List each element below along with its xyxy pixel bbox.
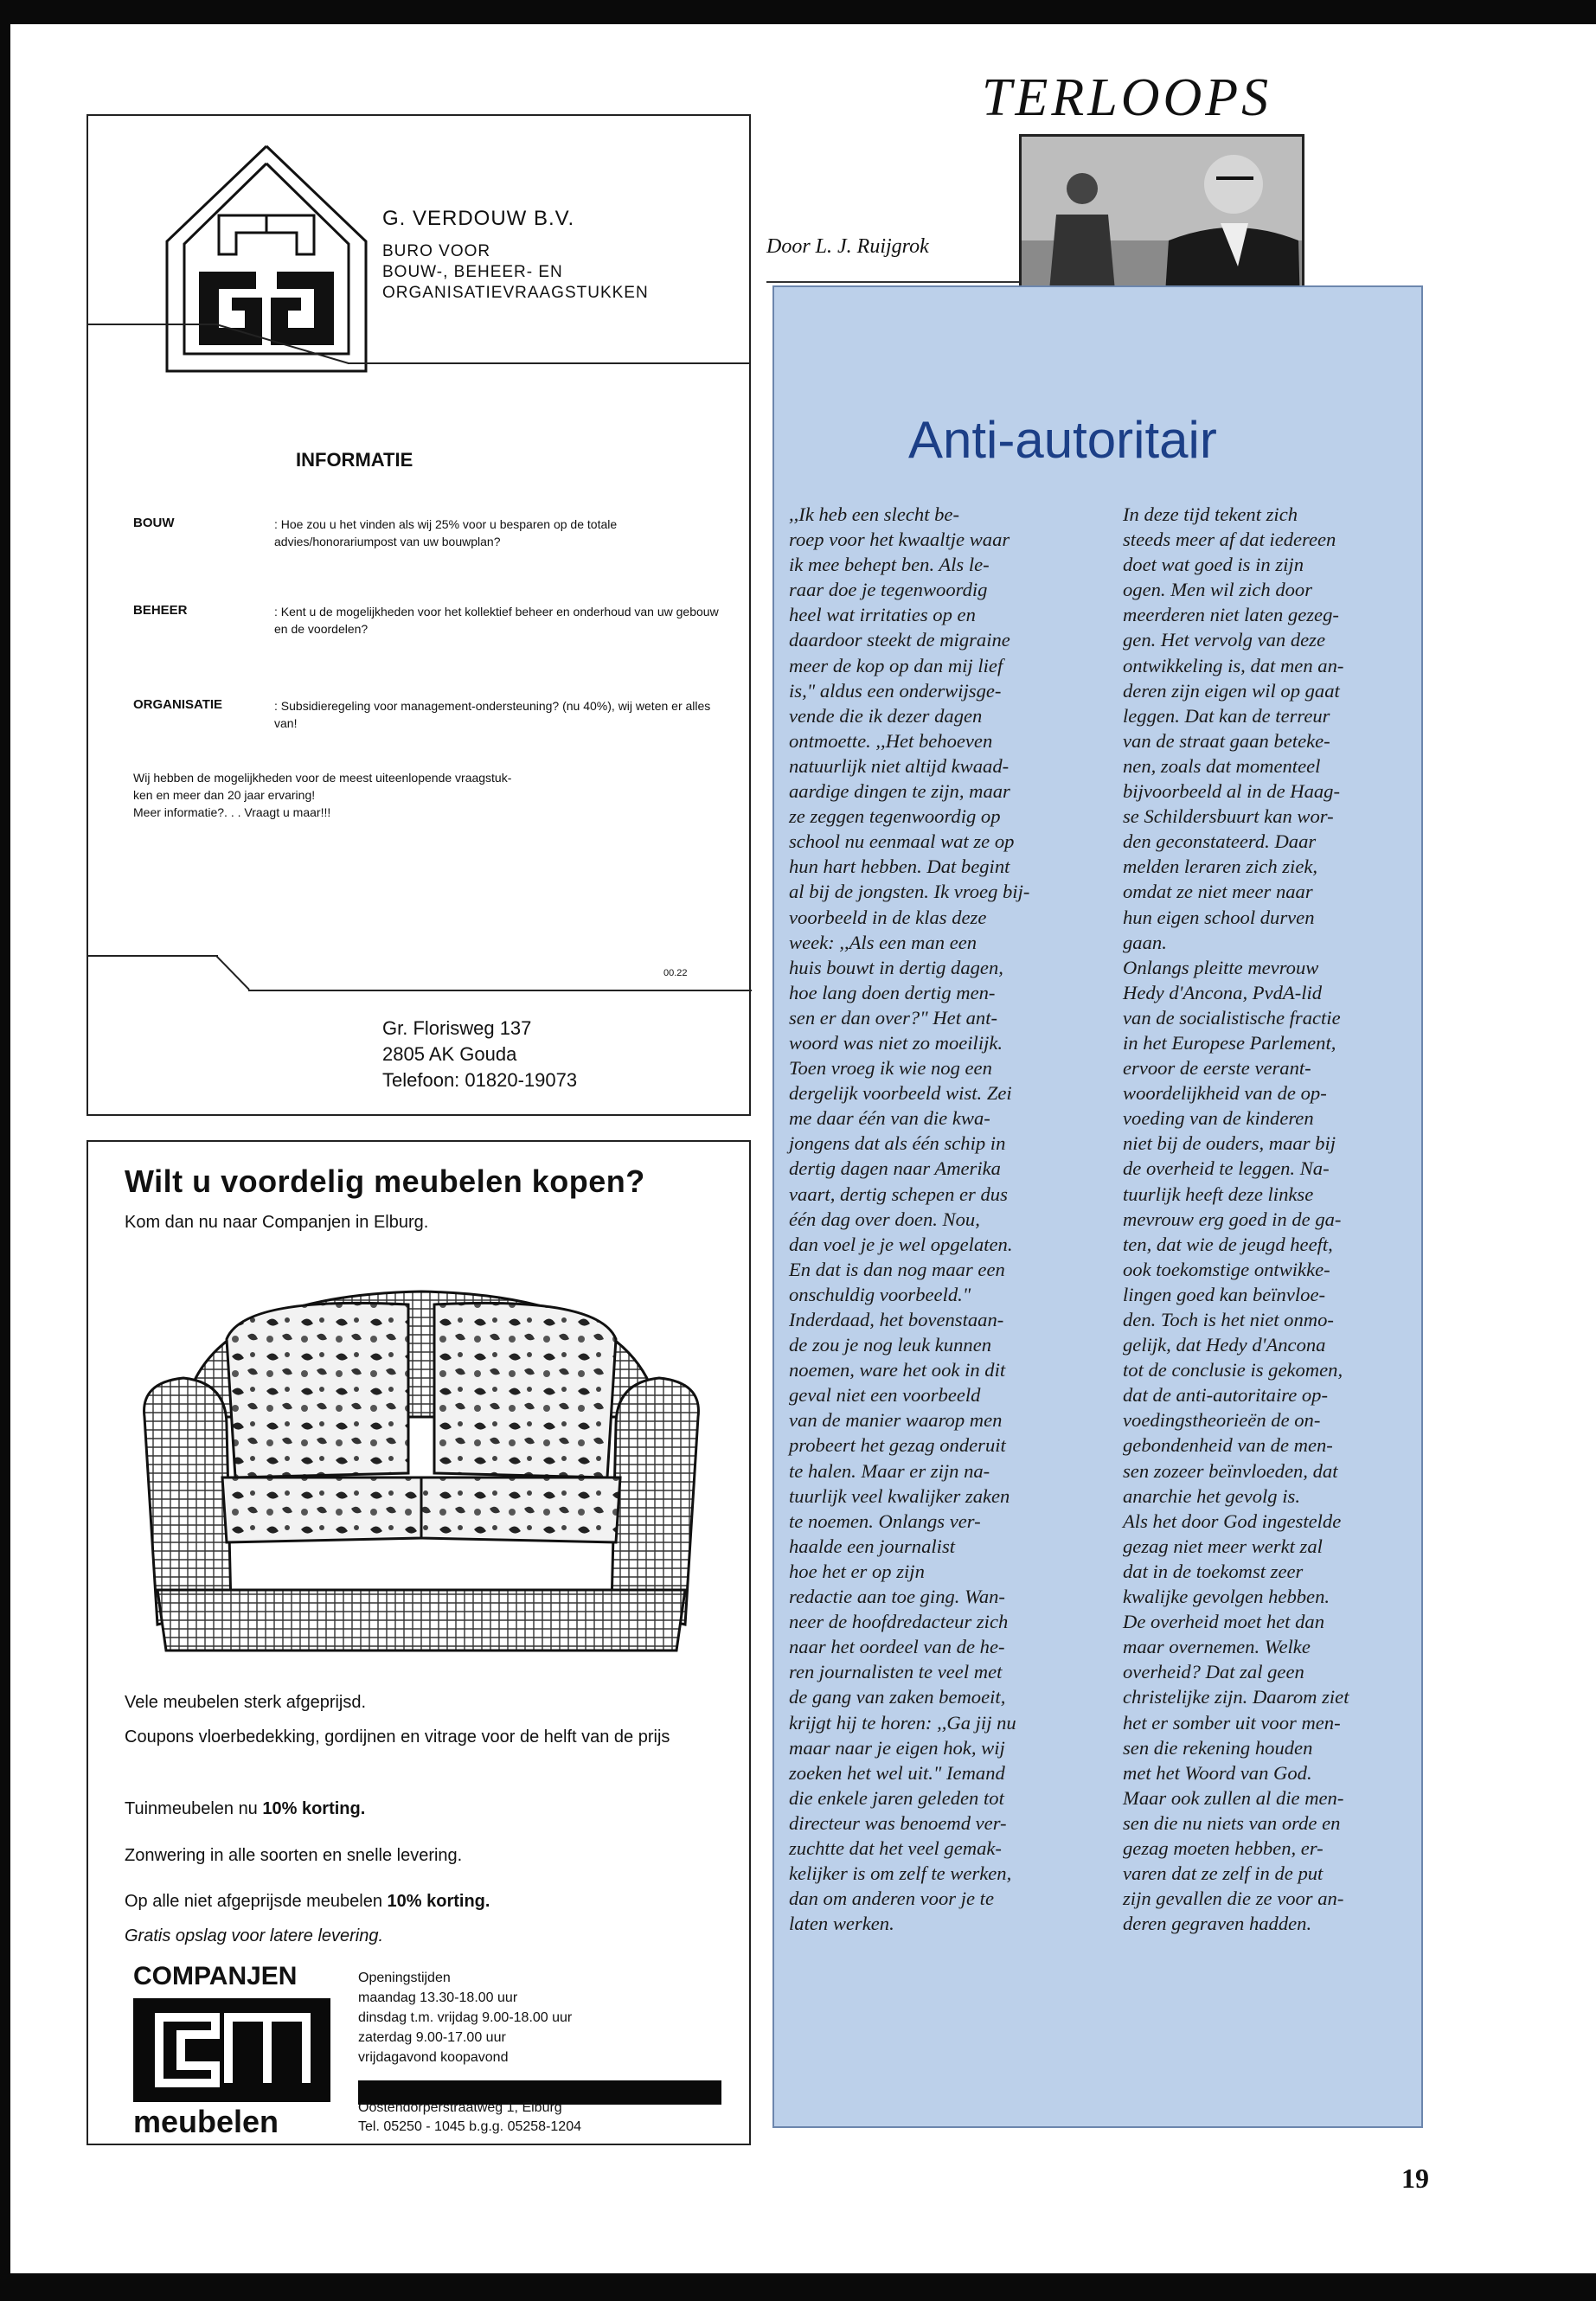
offer-discount: 10% korting. bbox=[387, 1892, 490, 1911]
text-line: redactie aan toe ging. Wan- bbox=[789, 1586, 1005, 1608]
text-line: ,,Ik heb een slecht be- bbox=[789, 503, 959, 525]
text-line: krijgt hij te horen: ,,Ga jij nu bbox=[789, 1711, 1016, 1734]
text-line: tot de conclusie is gekomen, bbox=[1123, 1359, 1343, 1381]
text-line: onschuldig voorbeeld." bbox=[789, 1283, 971, 1305]
text-line: week: ,,Als een man een bbox=[789, 931, 977, 953]
text-line: probeert het gezag onderuit bbox=[789, 1434, 1006, 1457]
text-line: noemen, ware het ook in dit bbox=[789, 1359, 1006, 1381]
text-line: zoeken het wel uit." Iemand bbox=[789, 1761, 1005, 1784]
text-line: In deze tijd tekent zich bbox=[1123, 503, 1298, 525]
text-line: zijn gevallen die ze voor an- bbox=[1123, 1888, 1344, 1910]
text-line: dat de anti-autoritaire op- bbox=[1123, 1384, 1329, 1407]
text-line: varen dat ze zelf in de put bbox=[1123, 1862, 1324, 1885]
text-line: nen, zoals dat momenteel bbox=[1123, 754, 1321, 777]
column-byline: Door L. J. Ruijgrok bbox=[766, 235, 929, 258]
row-text-bouw: : Hoe zou u het vinden als wij 25% voor u besparen op de totale advies/honorariumpost van uw bouwplan? bbox=[274, 517, 618, 548]
text-line: woord was niet zo moeilijk. bbox=[789, 1031, 1003, 1054]
offer-line: Zonwering in alle soorten en snelle levering. bbox=[125, 1846, 463, 1865]
text-line: vende die ik dezer dagen bbox=[789, 704, 983, 727]
text-line: ik mee behept ben. Als le- bbox=[789, 554, 990, 576]
text-line: ontwikkeling is, dat men an- bbox=[1123, 654, 1344, 676]
scan-border-bottom bbox=[0, 2273, 1596, 2301]
text-line: die enkele jaren geleden tot bbox=[789, 1786, 1004, 1809]
text-line: bijvoorbeeld al in de Haag- bbox=[1123, 780, 1340, 803]
text-line: huis bouwt in dertig dagen, bbox=[789, 956, 1003, 978]
company-subtitle-line: ORGANISATIEVRAAGSTUKKEN bbox=[382, 284, 649, 302]
verdouw-advertisement bbox=[87, 114, 751, 1116]
text-line: in het Europese Parlement, bbox=[1123, 1031, 1336, 1054]
column-text-right bbox=[1123, 502, 1421, 1936]
divider-diagonal bbox=[216, 324, 350, 365]
text-line: Inderdaad, het bovenstaan- bbox=[789, 1309, 1004, 1330]
offer-line: Gratis opslag voor latere levering. bbox=[125, 1926, 384, 1945]
footnote-line: Meer informatie?. . . Vraagt u maar!!! bbox=[133, 805, 331, 819]
row-text-organisatie: : Subsidieregeling voor management-ondersteuning? (nu 40%), wij weten er alles van! bbox=[274, 699, 711, 730]
text-line: meer de kop op dan mij lief bbox=[789, 654, 1003, 676]
text-line: ogen. Men wil zich door bbox=[1123, 579, 1313, 601]
hours-line: dinsdag t.m. vrijdag 9.00-18.00 uur bbox=[358, 2010, 573, 2025]
text-line: hun hart hebben. Dat begint bbox=[789, 856, 1010, 878]
address-line: Gr. Florisweg 137 bbox=[382, 1017, 532, 1039]
text-line: lingen goed kan beïnvloe- bbox=[1123, 1283, 1326, 1305]
text-line: den geconstateerd. Daar bbox=[1123, 830, 1317, 853]
text-line: leggen. Dat kan de terreur bbox=[1123, 704, 1330, 727]
text-line: den. Toch is het niet onmo- bbox=[1123, 1309, 1334, 1330]
text-line: ook toekomstige ontwikke- bbox=[1123, 1258, 1330, 1280]
text-line: tuurlijk veel kwalijker zaken bbox=[789, 1484, 1010, 1507]
text-line: dergelijk voorbeeld wist. Zei bbox=[789, 1082, 1012, 1105]
text-line: vaart, dertig schepen er dus bbox=[789, 1183, 1008, 1205]
text-line: met het Woord van God. bbox=[1123, 1761, 1312, 1784]
offer-line: Vele meubelen sterk afgeprijsd. bbox=[125, 1693, 367, 1712]
shop-address bbox=[358, 2092, 730, 2137]
row-label-bouw: BOUW bbox=[133, 516, 175, 530]
opening-hours bbox=[358, 1968, 721, 2067]
brand-cm-icon bbox=[133, 1998, 330, 2102]
text-line: naar het oordeel van de he- bbox=[789, 1636, 1005, 1658]
text-line: dat in de toekomst zeer bbox=[1123, 1560, 1304, 1582]
text-line: gezag moeten hebben, er- bbox=[1123, 1836, 1324, 1859]
company-subtitle-line: BOUW-, BEHEER- EN bbox=[382, 263, 563, 281]
address-line: 2805 AK Gouda bbox=[382, 1043, 517, 1065]
offer-line bbox=[125, 1798, 730, 1820]
company-name: G. VERDOUW B.V. bbox=[382, 207, 575, 230]
ad-headline: Wilt u voordelig meubelen kopen? bbox=[125, 1163, 645, 1199]
text-line: zuchtte dat het veel gemak- bbox=[789, 1836, 1002, 1859]
text-line: dan voel je je wel opgelaten. bbox=[789, 1233, 1013, 1255]
brand-logo-icon bbox=[133, 1998, 330, 2102]
text-line: de gang van zaken bemoeit, bbox=[789, 1686, 1006, 1708]
text-line: geval niet een voorbeeld bbox=[789, 1384, 981, 1407]
text-line: van de straat gaan beteke- bbox=[1123, 729, 1330, 752]
text-line: hun eigen school durven bbox=[1123, 906, 1315, 928]
text-line: van de manier waarop men bbox=[789, 1409, 1003, 1432]
offer-line: Coupons vloerbedekking, gordijnen en vitrage voor de helft van de prijs bbox=[125, 1727, 670, 1747]
text-line: sen die rekening houden bbox=[1123, 1736, 1313, 1759]
info-title: INFORMATIE bbox=[296, 449, 413, 471]
text-line: maar overnemen. Welke bbox=[1123, 1636, 1311, 1658]
text-line: voeding van de kinderen bbox=[1123, 1107, 1314, 1130]
text-line: woordelijkheid van de op- bbox=[1123, 1082, 1327, 1105]
text-line: maar naar je eigen hok, wij bbox=[789, 1736, 1005, 1759]
column-text-left bbox=[789, 502, 1092, 1936]
text-line: kelijker is om zelf te werken, bbox=[789, 1862, 1012, 1885]
row-label-beheer: BEHEER bbox=[133, 603, 188, 618]
text-line: dertig dagen naar Amerika bbox=[789, 1157, 1001, 1180]
text-line: gebondenheid van de men- bbox=[1123, 1434, 1333, 1457]
text-line: jongens dat als één schip in bbox=[789, 1132, 1006, 1155]
company-address bbox=[382, 1016, 577, 1093]
footnote-line: ken en meer dan 20 jaar ervaring! bbox=[133, 788, 316, 802]
text-line: aardige dingen te zijn, maar bbox=[789, 780, 1010, 803]
text-line: ren journalisten te veel met bbox=[789, 1661, 1003, 1683]
scan-border-left bbox=[0, 24, 10, 2301]
text-line: me daar één van die kwa- bbox=[789, 1107, 990, 1130]
ad-subheadline: Kom dan nu naar Companjen in Elburg. bbox=[125, 1213, 429, 1232]
text-line: tuurlijk heeft deze linkse bbox=[1123, 1183, 1314, 1205]
column-title: Anti-autoritair bbox=[908, 411, 1217, 469]
column-rubric: TERLOOPS bbox=[982, 68, 1272, 127]
text-line: doet wat goed is in zijn bbox=[1123, 554, 1304, 576]
row-label-organisatie: ORGANISATIE bbox=[133, 697, 223, 712]
text-line: school nu eenmaal wat ze op bbox=[789, 830, 1015, 853]
text-line: En dat is dan nog maar een bbox=[789, 1258, 1005, 1280]
text-line: sen die nu niets van orde en bbox=[1123, 1811, 1341, 1834]
text-line: van de socialistische fractie bbox=[1123, 1006, 1341, 1029]
text-line: natuurlijk niet altijd kwaad- bbox=[789, 754, 1010, 777]
divider bbox=[248, 990, 752, 991]
text-line: al bij de jongsten. Ik vroeg bij- bbox=[789, 881, 1030, 903]
text-line: sen zozeer beïnvloeden, dat bbox=[1123, 1459, 1338, 1482]
divider bbox=[348, 362, 751, 364]
brand-name-bottom: meubelen bbox=[133, 2104, 279, 2139]
text-line: hoe het er op zijn bbox=[789, 1560, 925, 1582]
text-line: meerderen niet laten gezeg- bbox=[1123, 604, 1339, 626]
company-subtitle bbox=[382, 241, 649, 304]
text-line: steeds meer af dat iedereen bbox=[1123, 529, 1336, 551]
text-line: daardoor steekt de migraine bbox=[789, 629, 1010, 651]
text-line: voorbeeld in de klas deze bbox=[789, 906, 987, 928]
text-line: sen er dan over?" Het ant- bbox=[789, 1006, 998, 1029]
text-line: melden leraren zich ziek, bbox=[1123, 856, 1318, 878]
text-line: Hedy d'Ancona, PvdA-lid bbox=[1123, 981, 1323, 1003]
company-subtitle-line: BURO VOOR bbox=[382, 242, 491, 260]
text-line: deren gegraven hadden. bbox=[1123, 1913, 1312, 1935]
text-line: De overheid moet het dan bbox=[1123, 1611, 1324, 1633]
ad-code: 00.22 bbox=[663, 968, 688, 978]
text-line: ontmoette. ,,Het behoeven bbox=[789, 729, 993, 752]
text-line: deren zijn eigen wil op gaat bbox=[1123, 679, 1340, 702]
text-line: gen. Het vervolg van deze bbox=[1123, 629, 1326, 651]
text-line: dan om anderen voor je te bbox=[789, 1888, 994, 1910]
text-line: kwalijke gevolgen hebben. bbox=[1123, 1586, 1330, 1608]
text-line: ten, dat wie de jeugd heeft, bbox=[1123, 1233, 1333, 1255]
text-line: voedingstheorieën de on- bbox=[1123, 1409, 1321, 1432]
text-line: neer de hoofdredacteur zich bbox=[789, 1611, 1009, 1633]
text-line: se Schildersbuurt kan wor- bbox=[1123, 805, 1334, 828]
text-line: directeur was benoemd ver- bbox=[789, 1811, 1007, 1834]
brand-name-top: COMPANJEN bbox=[133, 1962, 298, 1990]
text-line: ervoor de eerste verant- bbox=[1123, 1057, 1311, 1080]
text-line: is," aldus een onderwijsge- bbox=[789, 679, 1002, 702]
text-line: de zou je nog leuk kunnen bbox=[789, 1334, 992, 1356]
footnote-line: Wij hebben de mogelijkheden voor de meest uiteenlopende vraagstuk- bbox=[133, 771, 512, 785]
offer-line bbox=[125, 1890, 730, 1913]
text-line: ze zeggen tegenwoordig op bbox=[789, 805, 1001, 828]
text-line: Maar ook zullen al die men- bbox=[1123, 1786, 1344, 1809]
hours-line: maandag 13.30-18.00 uur bbox=[358, 1990, 518, 2005]
companjen-advertisement bbox=[87, 1140, 751, 2145]
sofa-illustration bbox=[123, 1244, 720, 1676]
address-line: Tel. 05250 - 1045 b.g.g. 05258-1204 bbox=[358, 2119, 581, 2134]
text-line: omdat ze niet meer naar bbox=[1123, 881, 1313, 903]
text-line: gaan. bbox=[1123, 931, 1167, 953]
hours-line: vrijdagavond koopavond bbox=[358, 2050, 509, 2065]
text-line: hoe lang doen dertig men- bbox=[789, 981, 996, 1003]
text-line: de overheid te leggen. Na- bbox=[1123, 1157, 1330, 1180]
divider-diagonal bbox=[216, 955, 251, 991]
text-line: gezag niet meer werkt zal bbox=[1123, 1535, 1323, 1557]
scan-border-top bbox=[0, 0, 1596, 24]
text-line: te halen. Maar er zijn na- bbox=[789, 1459, 990, 1482]
offer-text: Op alle niet afgeprijsde meubelen bbox=[125, 1892, 388, 1911]
text-line: Toen vroeg ik wie nog een bbox=[789, 1057, 992, 1080]
text-line: laten werken. bbox=[789, 1913, 894, 1935]
text-line: mevrouw erg goed in de ga- bbox=[1123, 1208, 1342, 1230]
text-line: roep voor het kwaaltje waar bbox=[789, 529, 1010, 551]
text-line: te noemen. Onlangs ver- bbox=[789, 1509, 981, 1532]
offer-discount: 10% korting. bbox=[262, 1799, 366, 1818]
text-line: raar doe je tegenwoordig bbox=[789, 579, 988, 601]
text-line: Onlangs pleitte mevrouw bbox=[1123, 956, 1319, 978]
text-line: christelijke zijn. Daarom ziet bbox=[1123, 1686, 1349, 1708]
page-number: 19 bbox=[1401, 2163, 1429, 2194]
text-line: het er somber uit voor men- bbox=[1123, 1711, 1341, 1734]
offer-text: Tuinmeubelen nu bbox=[125, 1799, 263, 1818]
row-text-beheer: : Kent u de mogelijkheden voor het kollektief beheer en onderhoud van uw gebouw en de voordelen? bbox=[274, 605, 719, 636]
footnote bbox=[133, 769, 739, 821]
text-line: heel wat irritaties op en bbox=[789, 604, 976, 626]
text-line: niet bij de ouders, maar bij bbox=[1123, 1132, 1336, 1155]
hours-line: Openingstijden bbox=[358, 1971, 451, 1985]
divider bbox=[88, 955, 218, 957]
divider bbox=[766, 281, 1019, 283]
text-line: haalde een journalist bbox=[789, 1535, 956, 1557]
hours-line: zaterdag 9.00-17.00 uur bbox=[358, 2030, 506, 2045]
text-line: anarchie het gevolg is. bbox=[1123, 1484, 1300, 1507]
text-line: één dag over doen. Nou, bbox=[789, 1208, 980, 1230]
text-line: overheid? Dat zal geen bbox=[1123, 1661, 1304, 1683]
address-line: Oostendorperstraatweg 1, Elburg bbox=[358, 2100, 562, 2115]
text-line: gelijk, dat Hedy d'Ancona bbox=[1123, 1334, 1326, 1356]
text-line: Als het door God ingestelde bbox=[1123, 1509, 1342, 1532]
address-line: Telefoon: 01820-19073 bbox=[382, 1069, 578, 1091]
divider bbox=[88, 324, 218, 325]
